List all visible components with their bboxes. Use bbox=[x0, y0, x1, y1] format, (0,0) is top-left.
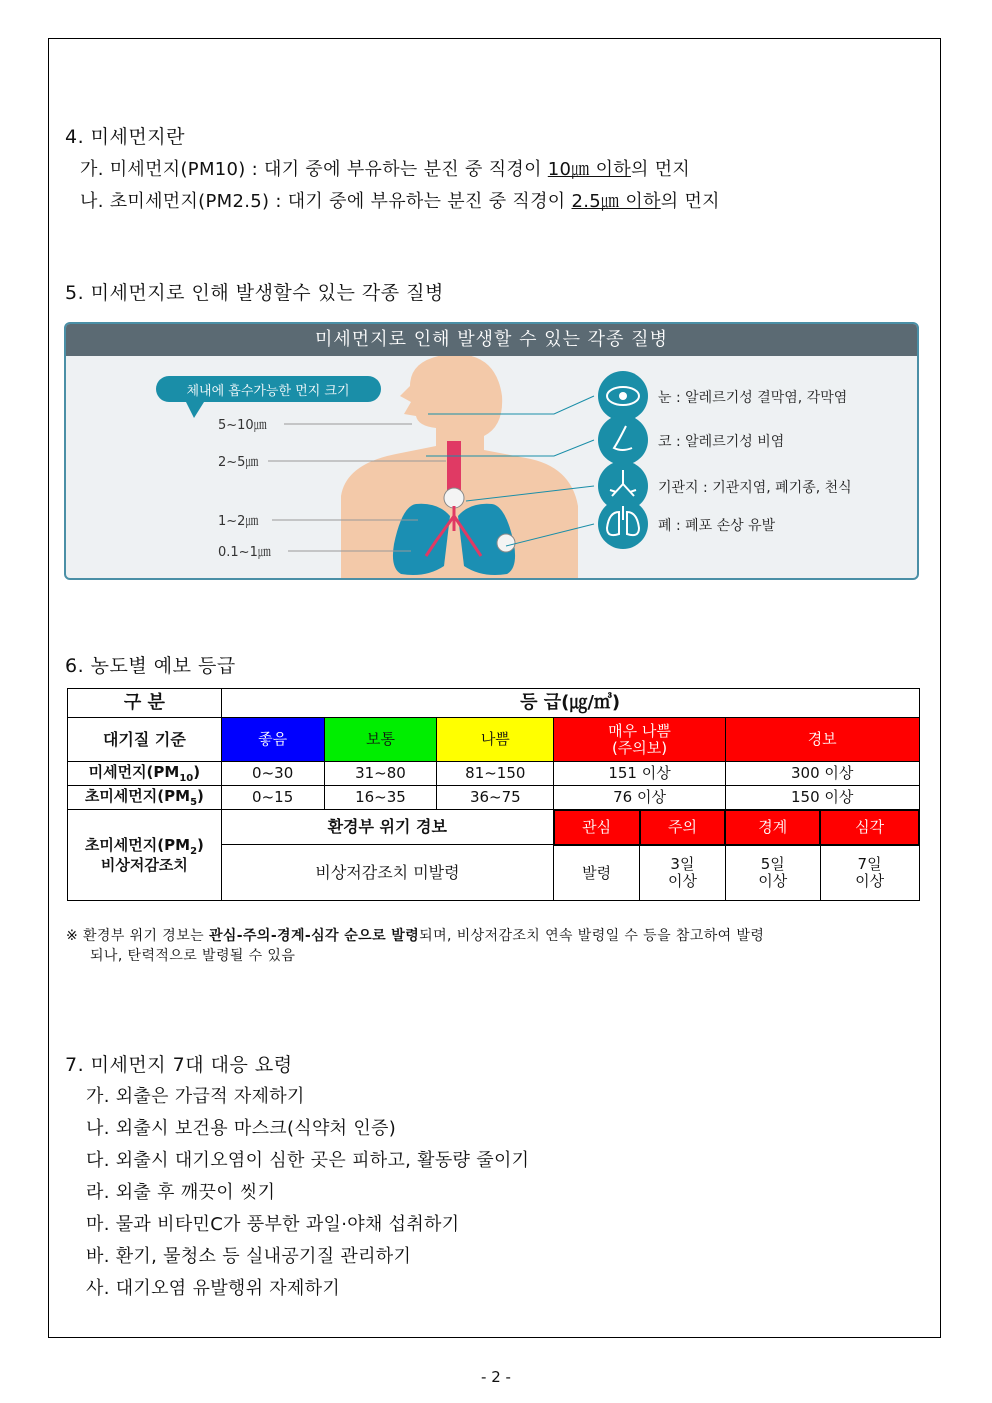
grade-very-bad bbox=[554, 718, 726, 762]
lungs-icon bbox=[598, 499, 648, 549]
note-text: ※ 환경부 위기 경보는 bbox=[66, 928, 209, 944]
size-label: 1~2㎛ bbox=[218, 514, 259, 529]
infographic-title: 미세먼지로 인해 발생할 수 있는 각종 질병 bbox=[66, 324, 917, 356]
alert-interest: 관심 bbox=[554, 810, 640, 845]
dust-particle bbox=[497, 534, 515, 552]
list-item: 가. 외출은 가급적 자제하기 bbox=[86, 1086, 305, 1107]
table-row bbox=[68, 762, 920, 786]
note-bold: 관심-주의-경계-심각 순으로 발령 bbox=[208, 928, 420, 944]
pm25-text: 초미세먼지(PM bbox=[84, 786, 191, 805]
dust-particle bbox=[444, 488, 464, 508]
very-bad-label: 매우 나쁨 bbox=[608, 722, 671, 740]
na-suffix: 의 먼지 bbox=[660, 191, 720, 212]
days-value: 5일 bbox=[760, 855, 785, 874]
section4-title: 4. 미세먼지란 bbox=[65, 126, 185, 148]
grade-good: 좋음 bbox=[221, 718, 324, 762]
ga-suffix: 의 먼지 bbox=[631, 159, 691, 180]
pm25-bad: 36~75 bbox=[437, 786, 554, 810]
pm10-good: 0~30 bbox=[221, 762, 324, 786]
pm10-very-bad: 151 이상 bbox=[554, 762, 726, 786]
section5-title: 5. 미세먼지로 인해 발생할수 있는 각종 질병 bbox=[65, 282, 444, 304]
section4-item-ga bbox=[80, 155, 690, 181]
table-row bbox=[68, 786, 920, 810]
grade-normal: 보통 bbox=[324, 718, 437, 762]
disease-lungs: 폐 : 폐포 손상 유발 bbox=[658, 518, 776, 534]
forecast-grade-table bbox=[67, 688, 920, 901]
pm10-text: 미세먼지(PM bbox=[88, 762, 180, 781]
pm25-good: 0~15 bbox=[221, 786, 324, 810]
ga-text: 가. 미세먼지(PM10) : 대기 중에 부유하는 분진 중 직경이 bbox=[80, 159, 548, 180]
disease-infographic bbox=[64, 322, 919, 580]
table-row bbox=[68, 718, 920, 762]
emergency-text: 초미세먼지(PM bbox=[84, 835, 191, 854]
emergency-sub: 2 bbox=[190, 845, 198, 857]
size-label: 5~10㎛ bbox=[218, 418, 267, 433]
alert-caution: 주의 bbox=[640, 810, 726, 845]
days-suffix: 이상 bbox=[667, 871, 697, 890]
infographic-illustration bbox=[66, 356, 919, 580]
days-suffix: 이상 bbox=[855, 871, 885, 890]
table-row bbox=[68, 689, 920, 718]
list-item: 라. 외출 후 깨끗이 씻기 bbox=[86, 1182, 276, 1203]
list-item: 사. 대기오염 유발행위 자제하기 bbox=[86, 1278, 341, 1299]
eye-icon bbox=[598, 371, 648, 421]
issued-5days bbox=[725, 845, 820, 901]
section4-item-na bbox=[80, 187, 720, 213]
size-label: 2~5㎛ bbox=[218, 455, 259, 470]
pm10-normal: 31~80 bbox=[324, 762, 437, 786]
emergency-label: 초미세먼지$(PM_2)$ 비상저감조치 bbox=[68, 810, 222, 901]
alert-note bbox=[66, 926, 926, 966]
ga-underline: 10㎛ 이하 bbox=[547, 159, 631, 180]
na-text: 나. 초미세먼지(PM2.5) : 대기 중에 부유하는 분진 중 직경이 bbox=[80, 191, 572, 212]
pm10-sub: 10 bbox=[179, 772, 194, 784]
days-suffix: 이상 bbox=[758, 871, 788, 890]
table-row bbox=[68, 810, 920, 845]
emergency-text2: 비상저감조치 bbox=[100, 855, 188, 874]
not-issued: 비상저감조치 미발령 bbox=[221, 845, 554, 901]
note-text: 되며, 비상저감조치 연속 발령일 수 등을 참고하여 발령 bbox=[419, 928, 765, 944]
very-bad-sub: (주의보) bbox=[611, 738, 668, 757]
header-grade: 등 급(㎍/㎥) bbox=[221, 689, 919, 718]
list-item: 마. 물과 비타민C가 풍부한 과일·야채 섭취하기 bbox=[86, 1214, 460, 1235]
list-item: 나. 외출시 보건용 마스크(식약처 인증) bbox=[86, 1118, 397, 1139]
list-item: 바. 환기, 물청소 등 실내공기질 관리하기 bbox=[86, 1246, 412, 1267]
alert-serious: 심각 bbox=[820, 810, 919, 845]
alert-warning: 경계 bbox=[725, 810, 820, 845]
list-item: 다. 외출시 대기오염이 심한 곳은 피하고, 활동량 줄이기 bbox=[86, 1150, 530, 1171]
size-label: 0.1~1㎛ bbox=[218, 545, 271, 560]
header-gubun: 구 분 bbox=[68, 689, 222, 718]
pm25-very-bad: 76 이상 bbox=[554, 786, 726, 810]
days-value: 3일 bbox=[670, 855, 695, 874]
trachea bbox=[447, 441, 461, 493]
pm10-alert: 300 이상 bbox=[725, 762, 919, 786]
issued-3days bbox=[640, 845, 726, 901]
pm25-sub: 5 bbox=[190, 796, 198, 808]
pm25-label: 초미세먼지$(PM_5)$ bbox=[68, 786, 222, 810]
issued: 발령 bbox=[554, 845, 640, 901]
grade-bad: 나쁨 bbox=[437, 718, 554, 762]
na-underline: 2.5㎛ 이하 bbox=[571, 191, 661, 212]
issued-7days bbox=[820, 845, 919, 901]
page-number: - 2 - bbox=[481, 1368, 511, 1386]
pm10-bad: 81~150 bbox=[437, 762, 554, 786]
note-line2: 되나, 탄력적으로 발령될 수 있음 bbox=[90, 948, 296, 964]
section7-title: 7. 미세먼지 7대 대응 요령 bbox=[65, 1054, 293, 1076]
row-standard: 대기질 기준 bbox=[68, 718, 222, 762]
pm10-label: 미세먼지$(PM_{10})$ bbox=[68, 762, 222, 786]
grade-alert: 경보 bbox=[725, 718, 919, 762]
nose-icon bbox=[598, 415, 648, 465]
bubble-label: 체내에 흡수가능한 먼지 크기 bbox=[186, 384, 350, 399]
bubble-tail bbox=[186, 402, 204, 418]
days-value: 7일 bbox=[857, 855, 882, 874]
pm25-alert: 150 이상 bbox=[725, 786, 919, 810]
disease-eye: 눈 : 알레르기성 결막염, 각막염 bbox=[658, 390, 848, 406]
disease-bronchi: 기관지 : 기관지염, 폐기종, 천식 bbox=[658, 480, 852, 496]
disease-nose: 코 : 알레르기성 비염 bbox=[658, 434, 785, 450]
ministry-alert: 환경부 위기 경보 bbox=[221, 810, 554, 845]
pm25-normal: 16~35 bbox=[324, 786, 437, 810]
section6-title: 6. 농도별 예보 등급 bbox=[65, 655, 236, 677]
